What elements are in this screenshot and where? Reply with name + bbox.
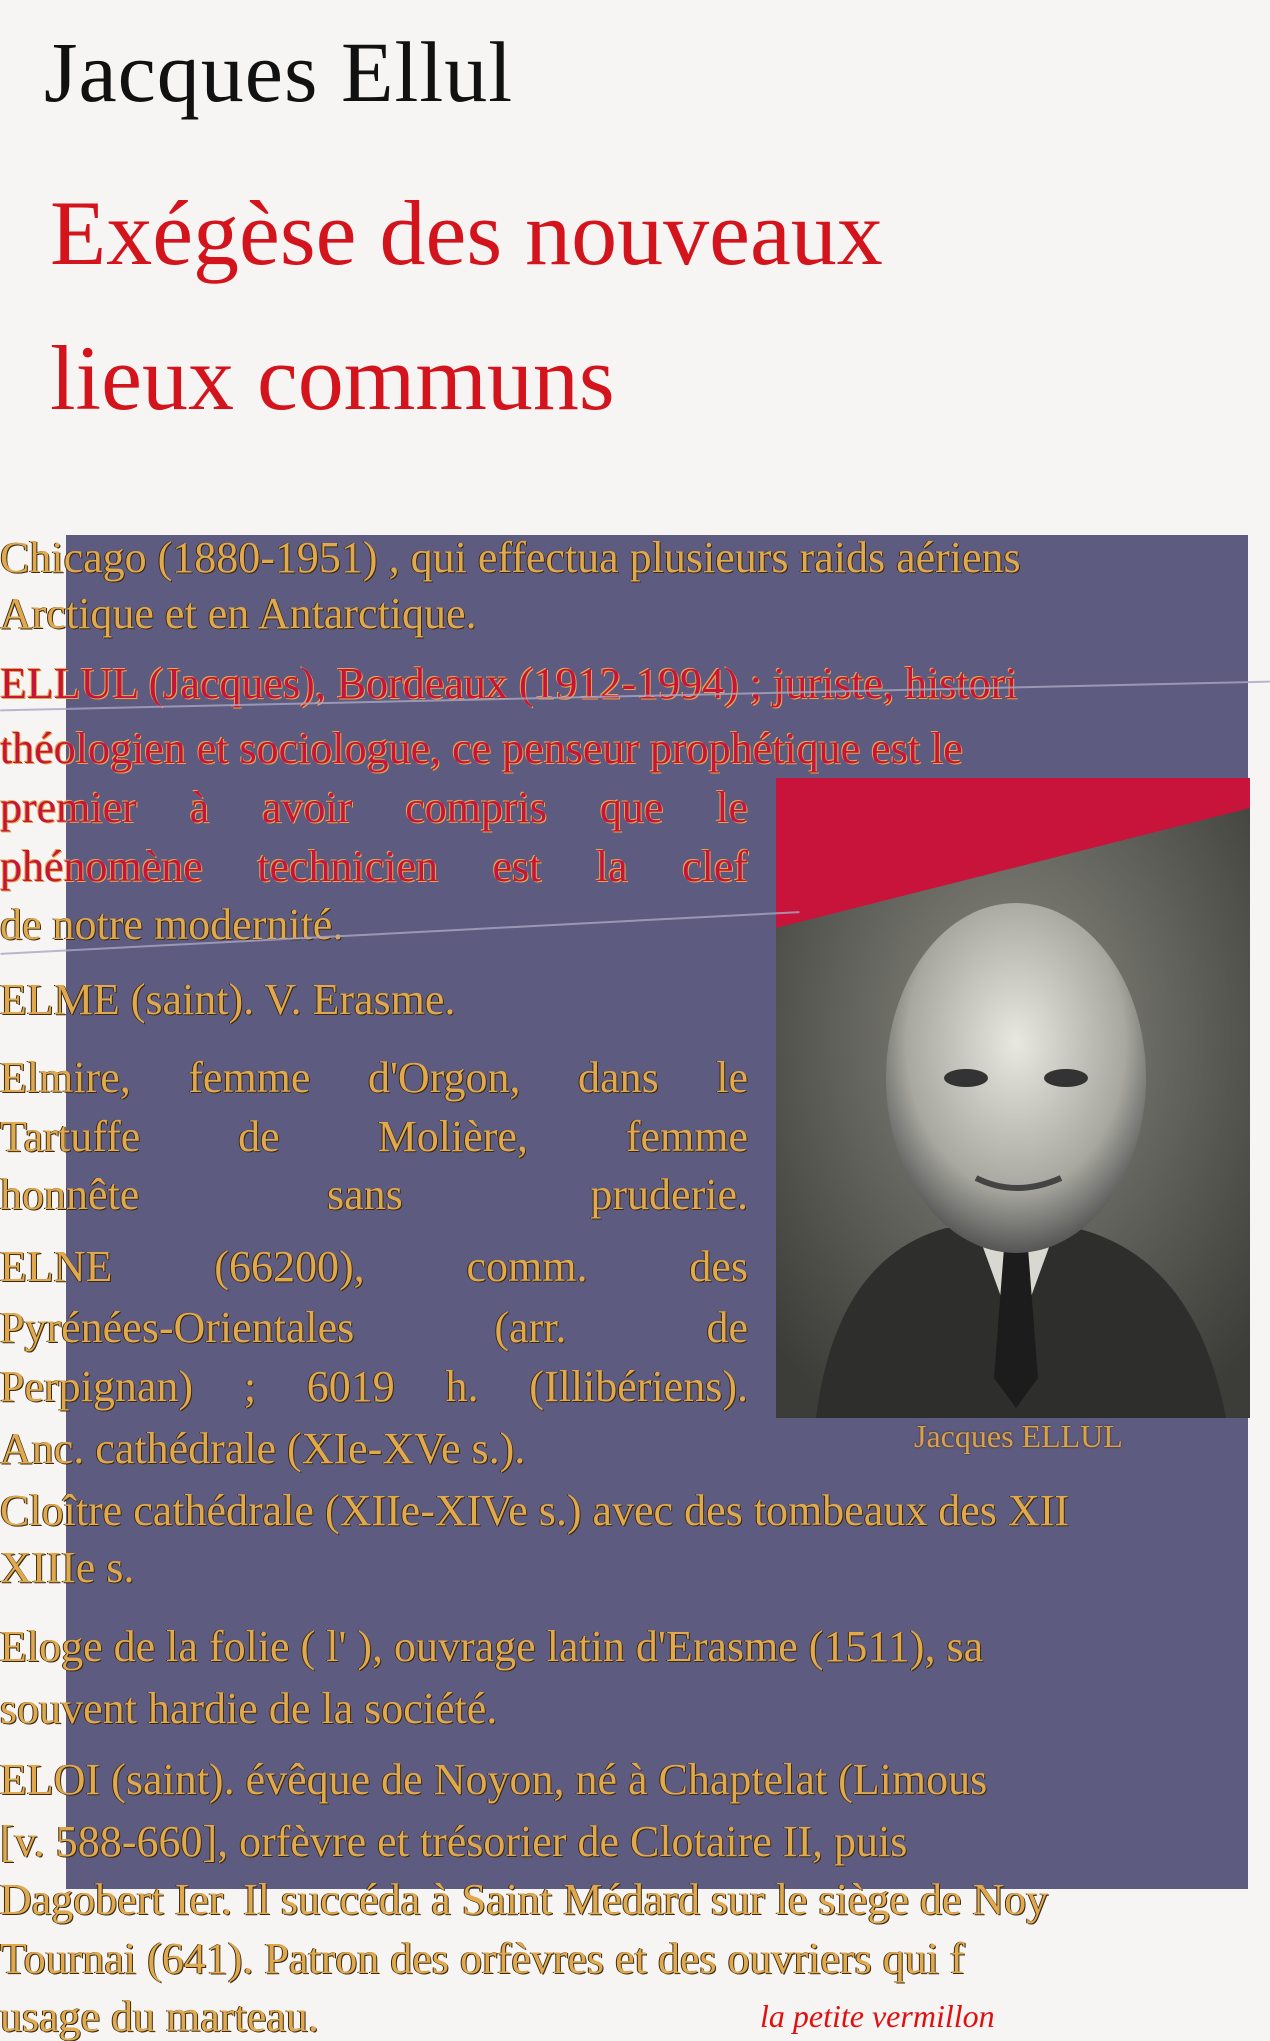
dictionary-line: Anc. cathédrale (XIe-XVe s.). — [0, 1424, 526, 1473]
dictionary-line: Tournai (641). Patron des orfèvres et des ouvriers qui f — [0, 1934, 965, 1983]
dictionary-line: usage du marteau. — [0, 1992, 319, 2041]
dictionary-line: ELME (saint). V. Erasme. — [0, 975, 456, 1024]
dictionary-line: Perpignan) ; 6019 h. (Illibériens). — [0, 1362, 748, 1411]
photo-caption: Jacques ELLUL — [914, 1418, 1123, 1454]
author-name: Jacques Ellul — [44, 24, 514, 120]
dictionary-line: souvent hardie de la société. — [0, 1684, 498, 1733]
dictionary-line: [v. 588-660], orfèvre et trésorier de Clotaire II, puis — [0, 1817, 908, 1866]
author-photo — [776, 778, 1250, 1418]
dictionary-line: honnête sans pruderie. — [0, 1170, 748, 1219]
dictionary-line: phénomène technicien est la clef — [0, 842, 748, 891]
dictionary-line: XIIIe s. — [0, 1543, 135, 1592]
dictionary-line: de notre modernité. — [0, 900, 344, 949]
dictionary-line: ELNE (66200), comm. des — [0, 1242, 748, 1291]
dictionary-line: Dagobert Ier. Il succéda à Saint Médard sur le siège de Noy — [0, 1875, 1049, 1924]
collection-name: la petite vermillon — [760, 1998, 995, 2034]
dictionary-line: premier à avoir compris que le — [0, 783, 748, 832]
book-title-line-2: lieux communs — [50, 327, 615, 429]
dictionary-line: Tartuffe de Molière, femme — [0, 1112, 748, 1161]
dictionary-line: théologien et sociologue, ce penseur prophétique est le — [0, 724, 963, 773]
dictionary-line: Chicago (1880-1951) , qui effectua plusieurs raids aériens — [0, 533, 1021, 582]
dictionary-line: Cloître cathédrale (XIIe-XIVe s.) avec des tombeaux des XII — [0, 1486, 1069, 1535]
dictionary-line: Arctique et en Antarctique. — [0, 589, 477, 638]
dictionary-line: Elmire, femme d'Orgon, dans le — [0, 1053, 748, 1102]
dictionary-line: ELOI (saint). évêque de Noyon, né à Chaptelat (Limous — [0, 1755, 988, 1804]
portrait-image — [776, 778, 1250, 1418]
book-title-line-1: Exégèse des nouveaux — [50, 182, 883, 284]
dictionary-line: Eloge de la folie ( l' ), ouvrage latin d'Erasme (1511), sa — [0, 1622, 984, 1671]
dictionary-line: Pyrénées-Orientales (arr. de — [0, 1303, 748, 1352]
dictionary-line: ELLUL (Jacques), Bordeaux (1912-1994) ; juriste, histori — [0, 659, 1018, 708]
